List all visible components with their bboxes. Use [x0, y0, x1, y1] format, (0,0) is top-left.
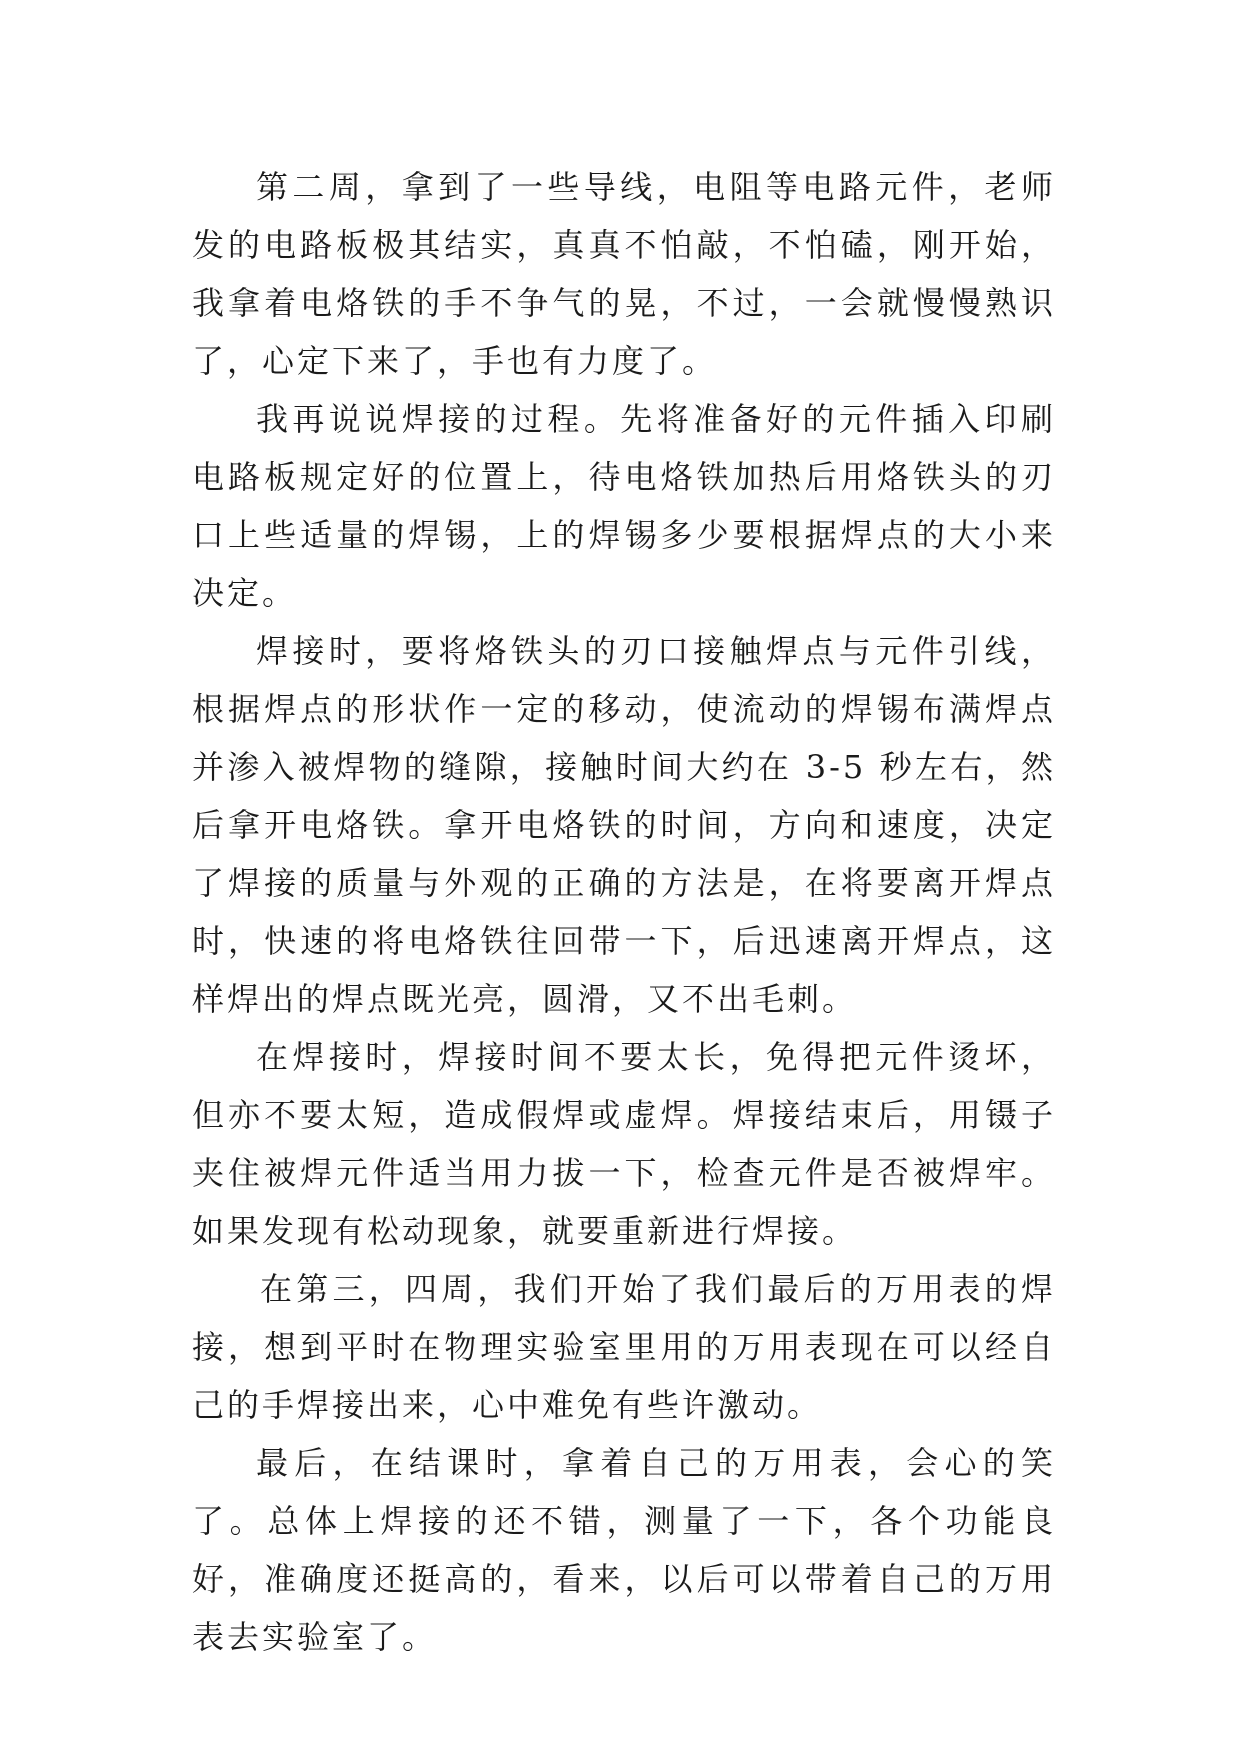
document-body — [192, 158, 1056, 1666]
paragraph-welding-technique: 焊接时，要将烙铁头的刃口接触焊点与元件引线，根据焊点的形状作一定的移动，使流动的焊锡布满焊点并渗入被焊物的缝隙，接触时间大约在 3-5 秒左右，然后拿开电烙铁。拿开电烙铁的时间，方向和速度，决定了焊接的质量与外观的正确的方法是，在将要离开焊点时，快速的将电烙铁往回带一下，后迅速离开焊点，这样焊出的焊点既光亮，圆滑，又不出毛刺。 — [192, 632, 1056, 1018]
paragraph-conclusion: 最后，在结课时，拿着自己的万用表，会心的笑了。总体上焊接的还不错，测量了一下，各个功能良好，准确度还挺高的，看来，以后可以带着自己的万用表去实验室了。 — [192, 1444, 1056, 1656]
paragraph-week-two: 第二周，拿到了一些导线，电阻等电路元件，老师发的电路板极其结实，真真不怕敲，不怕磕，刚开始，我拿着电烙铁的手不争气的晃，不过，一会就慢慢熟识了，心定下来了，手也有力度了。 — [192, 168, 1056, 380]
paragraph-weeks-three-four: 在第三，四周，我们开始了我们最后的万用表的焊接，想到平时在物理实验室里用的万用表现在可以经自己的手焊接出来，心中难免有些许激动。 — [192, 1270, 1056, 1424]
paragraph-welding-process: 我再说说焊接的过程。先将准备好的元件插入印刷电路板规定好的位置上，待电烙铁加热后用烙铁头的刃口上些适量的焊锡，上的焊锡多少要根据焊点的大小来决定。 — [192, 400, 1056, 612]
paragraph-welding-cautions: 在焊接时，焊接时间不要太长，免得把元件烫坏，但亦不要太短，造成假焊或虚焊。焊接结束后，用镊子夹住被焊元件适当用力拔一下，检查元件是否被焊牢。如果发现有松动现象，就要重新进行焊接。 — [192, 1038, 1056, 1250]
